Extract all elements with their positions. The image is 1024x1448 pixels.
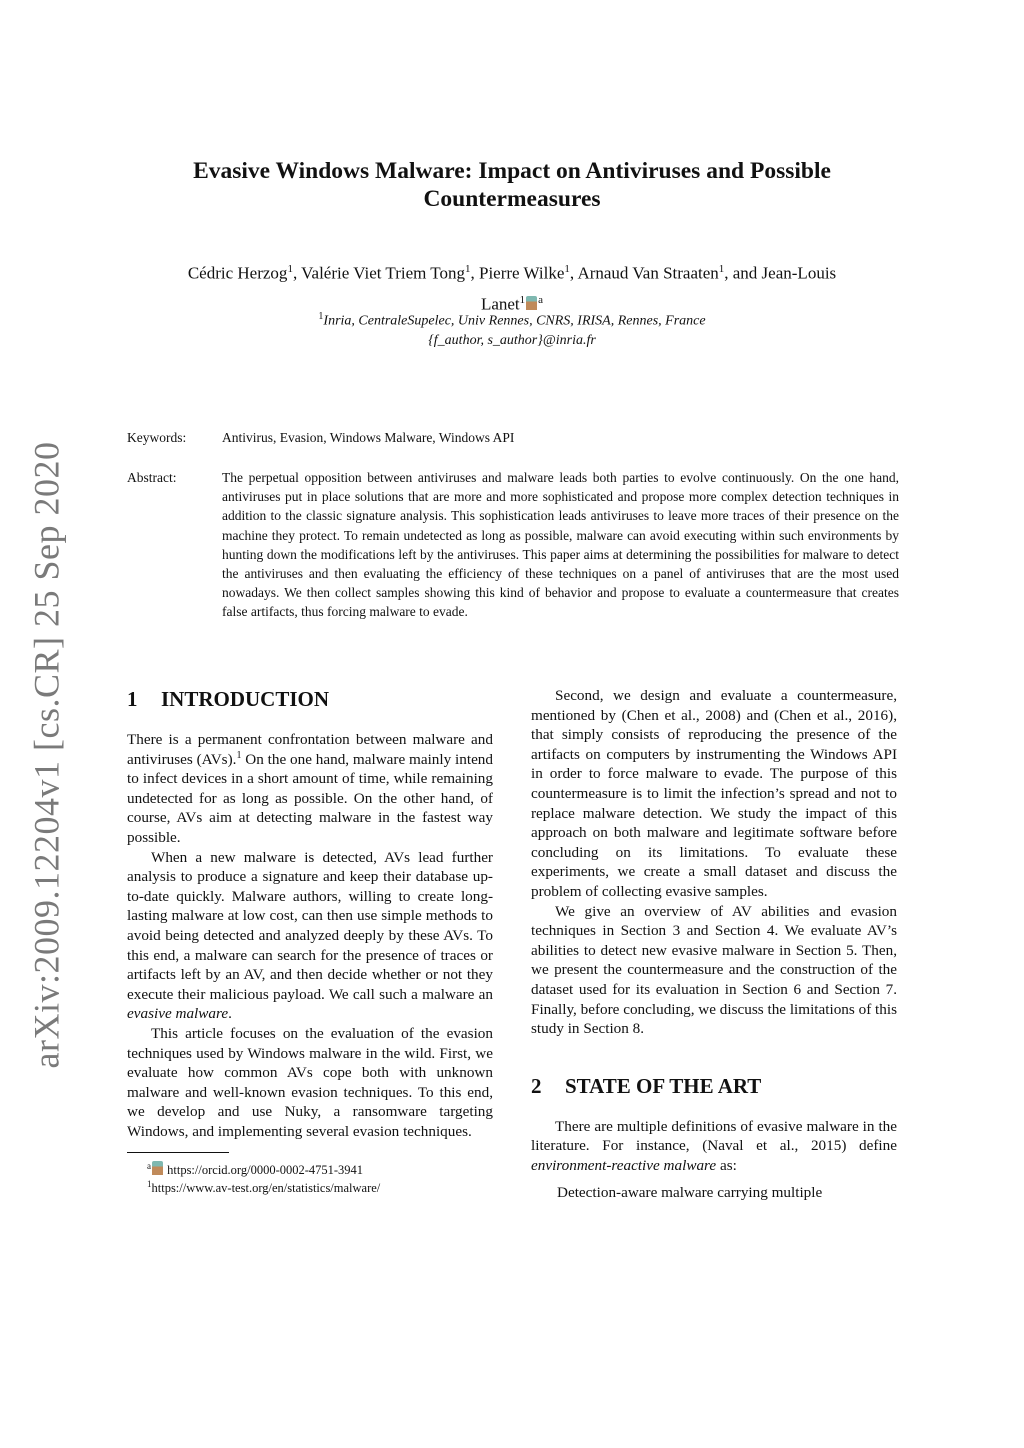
footnote-orcid <box>127 1161 493 1180</box>
sota-paragraph-1 <box>531 1117 897 1176</box>
abstract-text: The perpetual opposition between antiviruses and malware leads both parties to evolve continuously. On the one hand, antiviruses put in place solutions that are more and more sophisticated and propose more complex detection techniques in addition to the classic signature analysis. This sophistication leads antiviruses to leave more traces of their presence on the machine they protect. To remain undetected as long as possible, malware can avoid executing within such environments by hunting down the modifications left by the antiviruses. This paper aims at determining the possibilities for malware to detect the antiviruses and then evaluating the efficiency of these techniques on a panel of antiviruses that are the most used nowadays. We then collect samples showing this kind of behavior and propose to evaluate a countermeasure that creates false artifacts, thus forcing malware to evade. <box>222 470 899 620</box>
author-1-affil: 1 <box>287 263 293 275</box>
author-2-affil: 1 <box>465 263 471 275</box>
keywords-label: Keywords: <box>127 430 187 445</box>
author-5-affil: 1 <box>519 293 526 306</box>
section-2-number: 2 <box>531 1073 542 1098</box>
footnote-1 <box>127 1180 493 1198</box>
author-1: Cédric Herzog <box>187 263 288 283</box>
orcid-footnote-mark: a <box>538 293 544 306</box>
section-1-number: 1 <box>127 687 138 711</box>
intro-paragraph-5: We give an overview of AV abilities and evasion techniques in Section 3 and Section 4. We evaluate AV’s abilities to detect new evasive malware in Section 5. Then, we present the countermeasure and the construction of the dataset used for its evaluation in Section 6 and Section 7. Finally, before concluding, we discuss the limitations of this study in Section 8. <box>531 902 897 1038</box>
keywords-text: Antivirus, Evasion, Windows Malware, Windows API <box>222 430 515 445</box>
author-4: Arnaud Van Straaten <box>577 263 719 283</box>
intro-p2-text-a: When a new malware is detected, AVs lead further analysis to produce a signature and keep their database up-to-date quickly. Malware authors, willing to create long-lasting malware at low cost, can then use simple methods to avoid being detected and analyzed deeply by these AVs. To this end, a malware can search for the presence of traces or artifacts left by an AV, and then decide whether or not they execute their malicious payload. We call such a malware an <box>127 848 493 1003</box>
section-2-heading <box>531 1073 897 1099</box>
footnote-mark-1: 1 <box>147 1178 152 1189</box>
orcid-icon <box>152 1161 163 1175</box>
sota-p1-emphasis: environment-reactive malware <box>531 1156 717 1174</box>
intro-p1-text-b: On the one hand, malware mainly intend to infect devices in a short amount of time, while remaining undetected for as long as possible. On the other hand, of course, AVs aim at detecting malware in the fastest way possible. <box>127 750 493 846</box>
section-1-heading <box>127 686 493 712</box>
sota-quote: Detection-aware malware carrying multiple <box>557 1184 823 1202</box>
paper-title-line-2: Countermeasures <box>423 186 601 212</box>
author-2: Valérie Viet Triem Tong <box>301 263 465 283</box>
footnote-1-link[interactable]: https://www.av-test.org/en/statistics/malware/ <box>151 1180 381 1195</box>
author-separator: , <box>569 263 578 283</box>
author-4-affil: 1 <box>718 263 725 275</box>
section-1-title: INTRODUCTION <box>161 687 330 711</box>
author-separator: , and Jean-Louis <box>724 263 837 283</box>
author-5: Lanet <box>480 294 520 314</box>
keywords-row <box>127 428 899 447</box>
intro-p2-emphasis: evasive malware <box>127 1005 229 1023</box>
affiliation-block <box>120 307 904 350</box>
intro-paragraph-2 <box>127 848 493 1024</box>
footnote-divider <box>127 1152 229 1153</box>
footnote-mark-a: a <box>147 1161 151 1172</box>
section-2-title: STATE OF THE ART <box>565 1073 762 1098</box>
author-3: Pierre Wilke <box>479 263 565 283</box>
author-separator: , <box>470 263 479 283</box>
footnote-ref-1[interactable]: 1 <box>236 749 242 761</box>
affiliation-mark: 1 <box>318 311 324 322</box>
intro-paragraph-3: This article focuses on the evaluation of the evasion techniques used by Windows malware in the wild. First, we evaluate how common AVs cope both with unknown malware and well-known evasion techniques. To this end, we develop and use Nuky, a ransomware targeting Windows, and implementing several evasion techniques. <box>127 1024 493 1140</box>
affiliation-text: Inria, CentraleSupelec, Univ Rennes, CNRS, IRISA, Rennes, France <box>323 313 706 329</box>
arxiv-stamp <box>0 441 92 1069</box>
sota-p1-text-a: There are multiple definitions of evasive malware in the literature. For instance, (Naval et al., 2015) define <box>531 1117 897 1155</box>
author-separator: , <box>292 263 302 283</box>
intro-paragraph-1 <box>127 730 493 848</box>
footnote-orcid-link[interactable]: https://orcid.org/0000-0002-4751-3941 <box>167 1163 364 1178</box>
sota-p1-text-b: as: <box>716 1156 737 1174</box>
abstract-row <box>127 468 899 622</box>
author-email: {f_author, s_author}@inria.fr <box>428 332 596 348</box>
intro-p1-text-a: There is a permanent confrontation between malware and antiviruses (AVs). <box>127 731 493 768</box>
arxiv-stamp-text: arXiv:2009.12204v1 [cs.CR] 25 Sep 2020 <box>26 441 66 1069</box>
paper-title <box>120 157 904 213</box>
abstract-label: Abstract: <box>127 470 177 485</box>
right-column <box>531 686 897 1203</box>
intro-p2-text-b: . <box>228 1005 232 1023</box>
left-column <box>127 686 493 1197</box>
paper-title-line-1: Evasive Windows Malware: Impact on Antiviruses and Possible <box>193 158 831 184</box>
intro-paragraph-4: Second, we design and evaluate a countermeasure, mentioned by (Chen et al., 2008) and (Chen et al., 2016), that simply consists of reproducing the presence of the artifacts on computers by instrumenting the Windows API in order to force malware to evade. The purpose of this countermeasure is to limit the infection’s spread and not to replace malware detection. We study the impact of this approach on both malware and legitimate software before concluding on its limitations. To evaluate these experiments, we create a small dataset and discuss the problem of collecting evasive samples. <box>531 687 897 900</box>
section-gap <box>531 1039 897 1073</box>
author-3-affil: 1 <box>564 263 570 275</box>
